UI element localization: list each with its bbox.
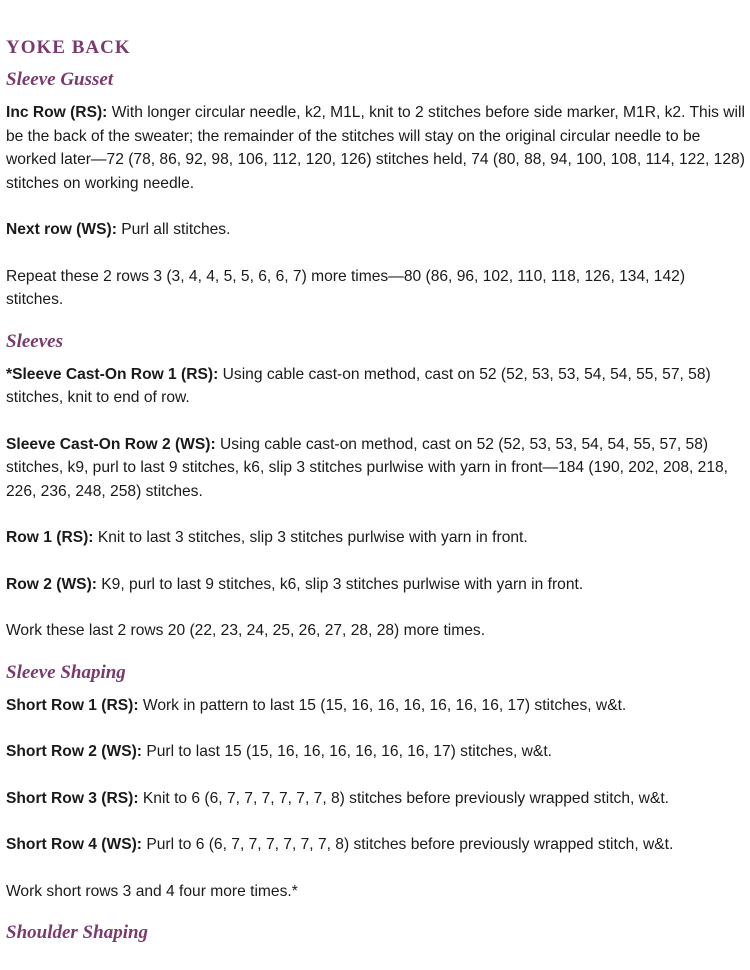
- instruction-text: Work in pattern to last 15 (15, 16, 16, 16, 16, 16, 16, 17) stitches, w&t.: [138, 696, 627, 714]
- instruction-label: *Sleeve Cast-On Row 1 (RS):: [6, 365, 219, 383]
- instruction-text: Work short rows 3 and 4 four more times.*: [6, 882, 298, 900]
- instruction-label: Row 1 (RS):: [6, 529, 94, 546]
- instruction-work-short-rows: [6, 880, 746, 904]
- page-title: YOKE BACK: [6, 37, 131, 58]
- instruction-repeat: [6, 265, 746, 312]
- instruction-label: Short Row 4 (WS):: [6, 836, 142, 853]
- instruction-cast-on-row-1: [6, 363, 746, 410]
- instruction-text: K9, purl to last 9 stitches, k6, slip 3 stitches purlwise with yarn in front.: [96, 575, 584, 593]
- instruction-short-row-1: [6, 694, 746, 718]
- instruction-row-1: [6, 526, 746, 550]
- instruction-label: Sleeve Cast-On Row 2 (WS):: [6, 435, 216, 453]
- instruction-label: Short Row 1 (RS):: [6, 696, 139, 714]
- instruction-text: With longer circular needle, k2, M1L, knit to 2 stitches before side marker, M1R, k2. This will be the back of the sweater; the remainder of the stitches will stay on the original circular needle to be worked later—72 (78, 86, 92, 98, 106, 112, 120, 126) stitches held, 74 (80, 88, 94, 100, 108, 114, 122, 128) stitches on working needle.: [6, 104, 745, 192]
- instruction-label: Inc Row (RS):: [6, 104, 108, 121]
- instruction-text: Using cable cast-on method, cast on 52 (52, 53, 53, 54, 54, 55, 57, 58) stitches, k9, purl to last 9 stitches, k6, slip 3 stitches purlwise with yarn in front—184 (190, 202, 208, 218, 226, 236, 248, 258) stitches.: [6, 435, 729, 500]
- instruction-text: Repeat these 2 rows 3 (3, 4, 4, 5, 5, 6, 6, 7) more times—80 (86, 96, 102, 110, 118, 126, 134, 142) stitches.: [6, 267, 686, 308]
- subheading-shoulder-shaping: Shoulder Shaping: [6, 922, 149, 943]
- instruction-text: Purl to 6 (6, 7, 7, 7, 7, 7, 7, 8) stitches before previously wrapped stitch, w&t.: [142, 836, 674, 853]
- instruction-label: Row 2 (WS):: [6, 575, 97, 593]
- instruction-text: Knit to 6 (6, 7, 7, 7, 7, 7, 7, 8) stitches before previously wrapped stitch, w&t.: [138, 789, 669, 807]
- instruction-text: Knit to last 3 stitches, slip 3 stitches purlwise with yarn in front.: [93, 529, 528, 546]
- instruction-cast-on-row-2: [6, 433, 746, 504]
- subheading-sleeves: Sleeves: [6, 330, 63, 352]
- instruction-label: Next row (WS):: [6, 221, 117, 238]
- instruction-label: Short Row 2 (WS):: [6, 743, 142, 760]
- instruction-text: Using cable cast-on method, cast on 52 (52, 53, 53, 54, 54, 55, 57, 58) stitches, knit to end of row.: [6, 365, 711, 406]
- instruction-next-row: [6, 218, 746, 242]
- instruction-text: Purl to last 15 (15, 16, 16, 16, 16, 16, 16, 17) stitches, w&t.: [142, 743, 552, 760]
- subheading-sleeve-shaping: Sleeve Shaping: [6, 661, 126, 683]
- instruction-text: Work these last 2 rows 20 (22, 23, 24, 25, 26, 27, 28, 28) more times.: [6, 622, 486, 639]
- subheading-sleeve-gusset: Sleeve Gusset: [6, 69, 114, 90]
- instruction-short-row-2: [6, 740, 746, 764]
- instruction-inc-row: [6, 101, 746, 195]
- instruction-label: Short Row 3 (RS):: [6, 789, 139, 807]
- instruction-short-row-3: [6, 787, 746, 811]
- instruction-work-rows: [6, 619, 746, 643]
- document-page: [6, 36, 746, 945]
- instruction-text: Purl all stitches.: [116, 221, 231, 238]
- instruction-row-2: [6, 573, 746, 597]
- instruction-short-row-4: [6, 833, 746, 857]
